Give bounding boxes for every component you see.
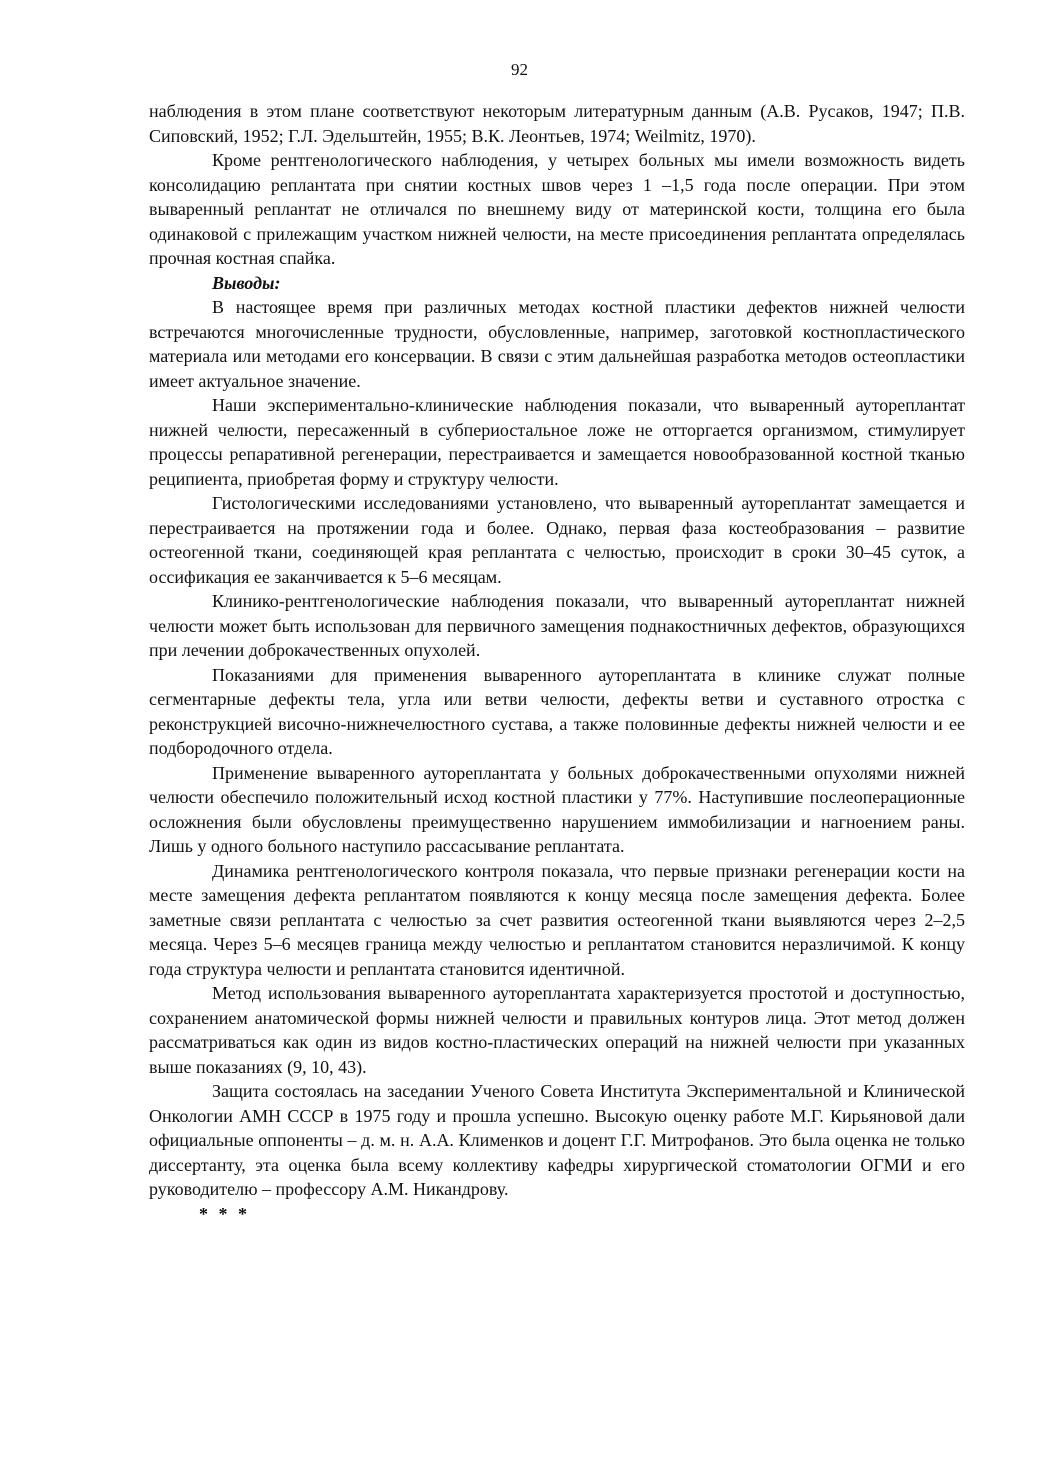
paragraph: Защита состоялась на заседании Ученого Совета Института Экспериментальной и Клинической Онкологии АМН СССР в 1975 году и прошла успешно. Высокую оценку работе М.Г. Кирьяновой дали официальные оппоненты – д. м. н. А.А. Клименков и доцент Г.Г. Митрофанов. Это была оценка не только диссертанту, эта оценка была всему коллективу кафедры хирургической стоматологии ОГМИ и его руководителю – профессору А.М. Никандрову. xyxy=(149,1081,965,1199)
section-separator: * * * xyxy=(199,1203,250,1224)
body-text xyxy=(149,99,965,1226)
page-number: 92 xyxy=(511,60,528,79)
paragraph: Гистологическими исследованиями установлено, что вываренный аутореплантат замещается и перестраивается на протяжении года и более. Однако, первая фаза костеобразования – развитие остеогенной ткани, соединяющей края реплантата с челюстью, происходит в сроки 30–45 суток, а оссификация ее заканчивается к 5–6 месяцам. xyxy=(149,493,965,587)
paragraph-continuation: наблюдения в этом плане соответствуют некоторым литературным данным (А.В. Русаков, 1947; П.В. Сиповский, 1952; Г.Л. Эдельштейн, 1955; В.К. Леонтьев, 1974; Weilmitz, 1970). xyxy=(149,101,965,146)
paragraph: В настоящее время при различных методах костной пластики дефектов нижней челюсти встречаются многочисленные трудности, обусловленные, например, заготовкой костнопластического материала или методами его консервации. В связи с этим дальнейшая разработка методов остеопластики имеет актуальное значение. xyxy=(149,297,965,391)
paragraph: Наши экспериментально-клинические наблюдения показали, что вываренный аутореплантат нижней челюсти, пересаженный в субпериостальное ложе не отторгается организмом, стимулирует процессы репаративной регенерации, перестраивается и замещается новообразованной костной тканью реципиента, приобретая форму и структуру челюсти. xyxy=(149,395,965,489)
paragraph: Клинико-рентгенологические наблюдения показали, что вываренный аутореплантат нижней челюсти может быть использован для первичного замещения поднакостничных дефектов, образующихся при лечении доброкачественных опухолей. xyxy=(149,591,965,660)
paragraph: Применение вываренного аутореплантата у больных доброкачественными опухолями нижней челюсти обеспечило положительный исход костной пластики у 77%. Наступившие послеоперационные осложнения были обусловлены преимущественно нарушением иммобилизации и нагноением раны. Лишь у одного больного наступило рассасывание реплантата. xyxy=(149,762,965,856)
paragraph: Динамика рентгенологического контроля показала, что первые признаки регенерации кости на месте замещения дефекта реплантатом появляются к концу месяца после замещения дефекта. Более заметные связи реплантата с челюстью за счет развития остеогенной ткани выявляются через 2–2,5 месяца. Через 5–6 месяцев граница между челюстью и реплантатом становится неразличимой. К концу года структура челюсти и реплантата становится идентичной. xyxy=(149,860,965,979)
paragraph: Кроме рентгенологического наблюдения, у четырех больных мы имели возможность видеть консолидацию реплантата при снятии костных швов через 1 –1,5 года после операции. При этом вываренный реплантат не отличался по внешнему виду от материнской кости, толщина его была одинаковой с прилежащим участком нижней челюсти, на месте присоединения реплантата определялась прочная костная спайка. xyxy=(149,150,965,268)
paragraph: Метод использования вываренного аутореплантата характеризуется простотой и доступностью, сохранением анатомической формы нижней челюсти и правильных контуров лица. Этот метод должен рассматриваться как один из видов костно-пластических операций на нижней челюсти при указанных выше показаниях (9, 10, 43). xyxy=(149,983,965,1077)
conclusions-heading: Выводы: xyxy=(212,272,281,293)
paragraph: Показаниями для применения вываренного аутореплантата в клинике служат полные сегментарные дефекты тела, угла или ветви челюсти, дефекты ветви и суставного отростка с реконструкцией височно-нижнечелюстного сустава, а также половинные дефекты нижней челюсти и ее подбородочного отдела. xyxy=(149,664,965,758)
